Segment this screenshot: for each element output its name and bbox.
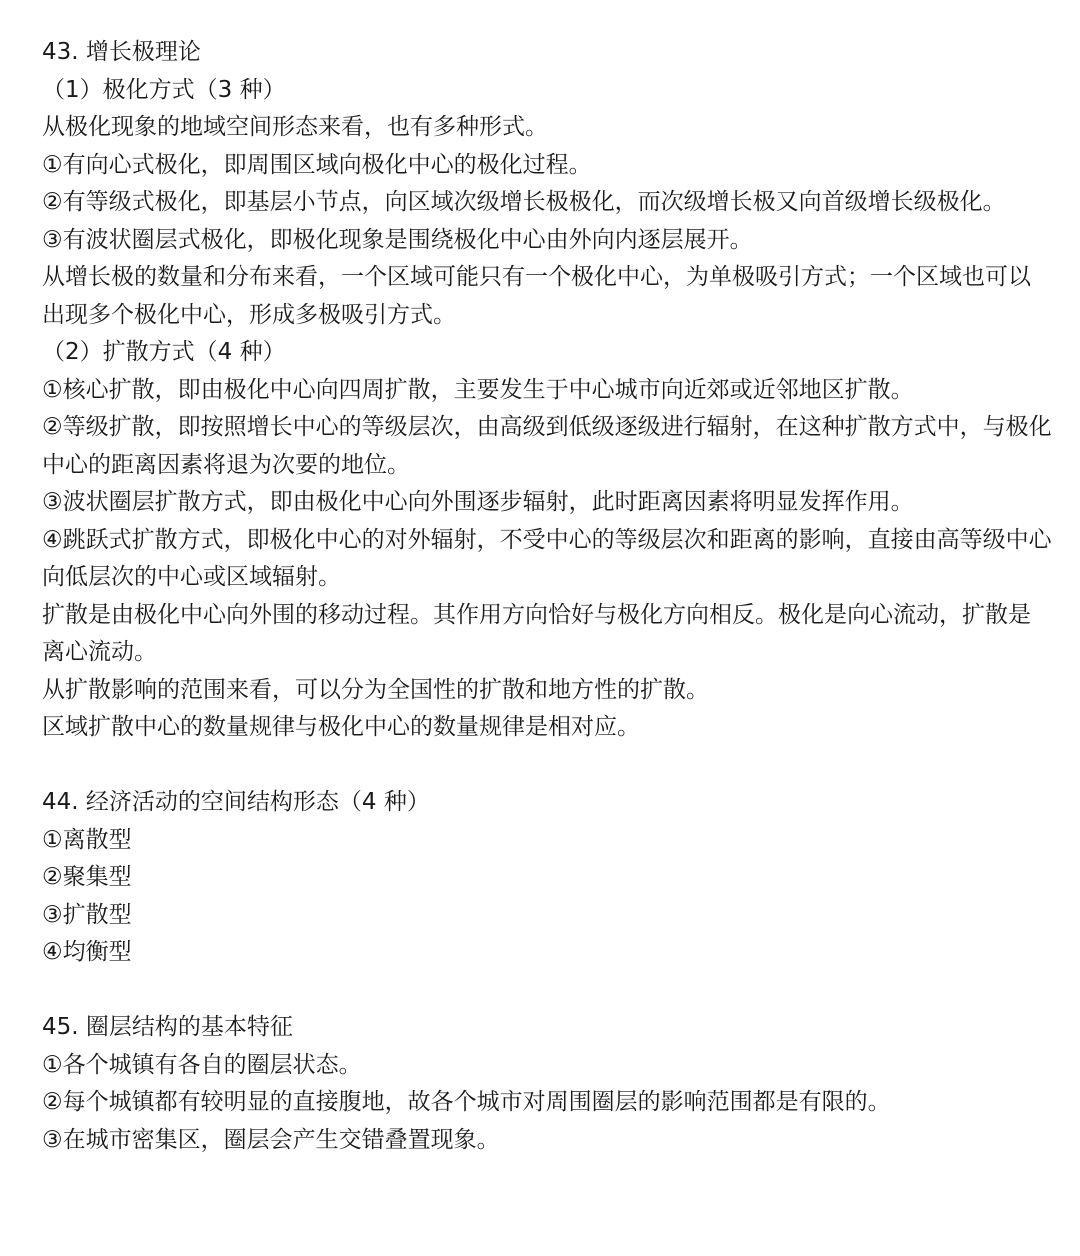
spacer	[42, 972, 1052, 1010]
section-title: 44. 经济活动的空间结构形态（4 种）	[42, 789, 430, 815]
section-title: 45. 圈层结构的基本特征	[42, 1014, 293, 1040]
spacer	[42, 747, 1052, 785]
document-page	[42, 34, 1052, 1159]
list-item: ②每个城镇都有较明显的直接腹地，故各个城市对周围圈层的影响范围都是有限的。	[42, 1089, 891, 1115]
paragraph: 扩散是由极化中心向外围的移动过程。其作用方向恰好与极化方向相反。极化是向心流动，扩散是离心流动。	[42, 601, 1031, 665]
list-item: ①各个城镇有各自的圈层状态。	[42, 1051, 362, 1078]
list-item: ④跳跃式扩散方式，即极化中心的对外辐射，不受中心的等级层次和距离的影响，直接由高等级中心向低层次的中心或区域辐射。	[42, 526, 1052, 590]
paragraph: 区域扩散中心的数量规律与极化中心的数量规律是相对应。	[42, 714, 640, 740]
subsection-heading-polarization: （1）极化方式（3 种）	[42, 76, 286, 103]
paragraph: 从扩散影响的范围来看，可以分为全国性的扩散和地方性的扩散。	[42, 676, 709, 703]
paragraph: 从增长极的数量和分布来看，一个区域可能只有一个极化中心，为单极吸引方式；一个区域也可以出现多个极化中心，形成多极吸引方式。	[42, 264, 1031, 328]
paragraph: 从极化现象的地域空间形态来看，也有多种形式。	[42, 114, 548, 140]
list-item: ②有等级式极化，即基层小节点，向区域次级增长极极化，而次级增长极又向首级增长级极化。	[42, 189, 1006, 215]
section-title: 43. 增长极理论	[42, 39, 201, 65]
list-item: ②聚集型	[42, 864, 132, 890]
list-item: ③波状圈层扩散方式，即由极化中心向外围逐步辐射，此时距离因素将明显发挥作用。	[42, 489, 914, 515]
section-43	[42, 34, 1052, 747]
list-item: ③扩散型	[42, 901, 132, 928]
list-item: ④均衡型	[42, 939, 132, 965]
list-item: ②等级扩散，即按照增长中心的等级层次，由高级到低级逐级进行辐射，在这种扩散方式中，与极化中心的距离因素将退为次要的地位。	[42, 414, 1052, 478]
section-44	[42, 784, 1052, 972]
list-item: ③在城市密集区，圈层会产生交错叠置现象。	[42, 1126, 500, 1153]
list-item: ③有波状圈层式极化，即极化现象是围绕极化中心由外向内逐层展开。	[42, 226, 753, 253]
subsection-heading-diffusion: （2）扩散方式（4 种）	[42, 339, 286, 365]
list-item: ①离散型	[42, 826, 132, 853]
list-item: ①核心扩散，即由极化中心向四周扩散，主要发生于中心城市向近郊或近邻地区扩散。	[42, 376, 914, 403]
section-45	[42, 1009, 1052, 1159]
list-item: ①有向心式极化，即周围区域向极化中心的极化过程。	[42, 151, 592, 178]
